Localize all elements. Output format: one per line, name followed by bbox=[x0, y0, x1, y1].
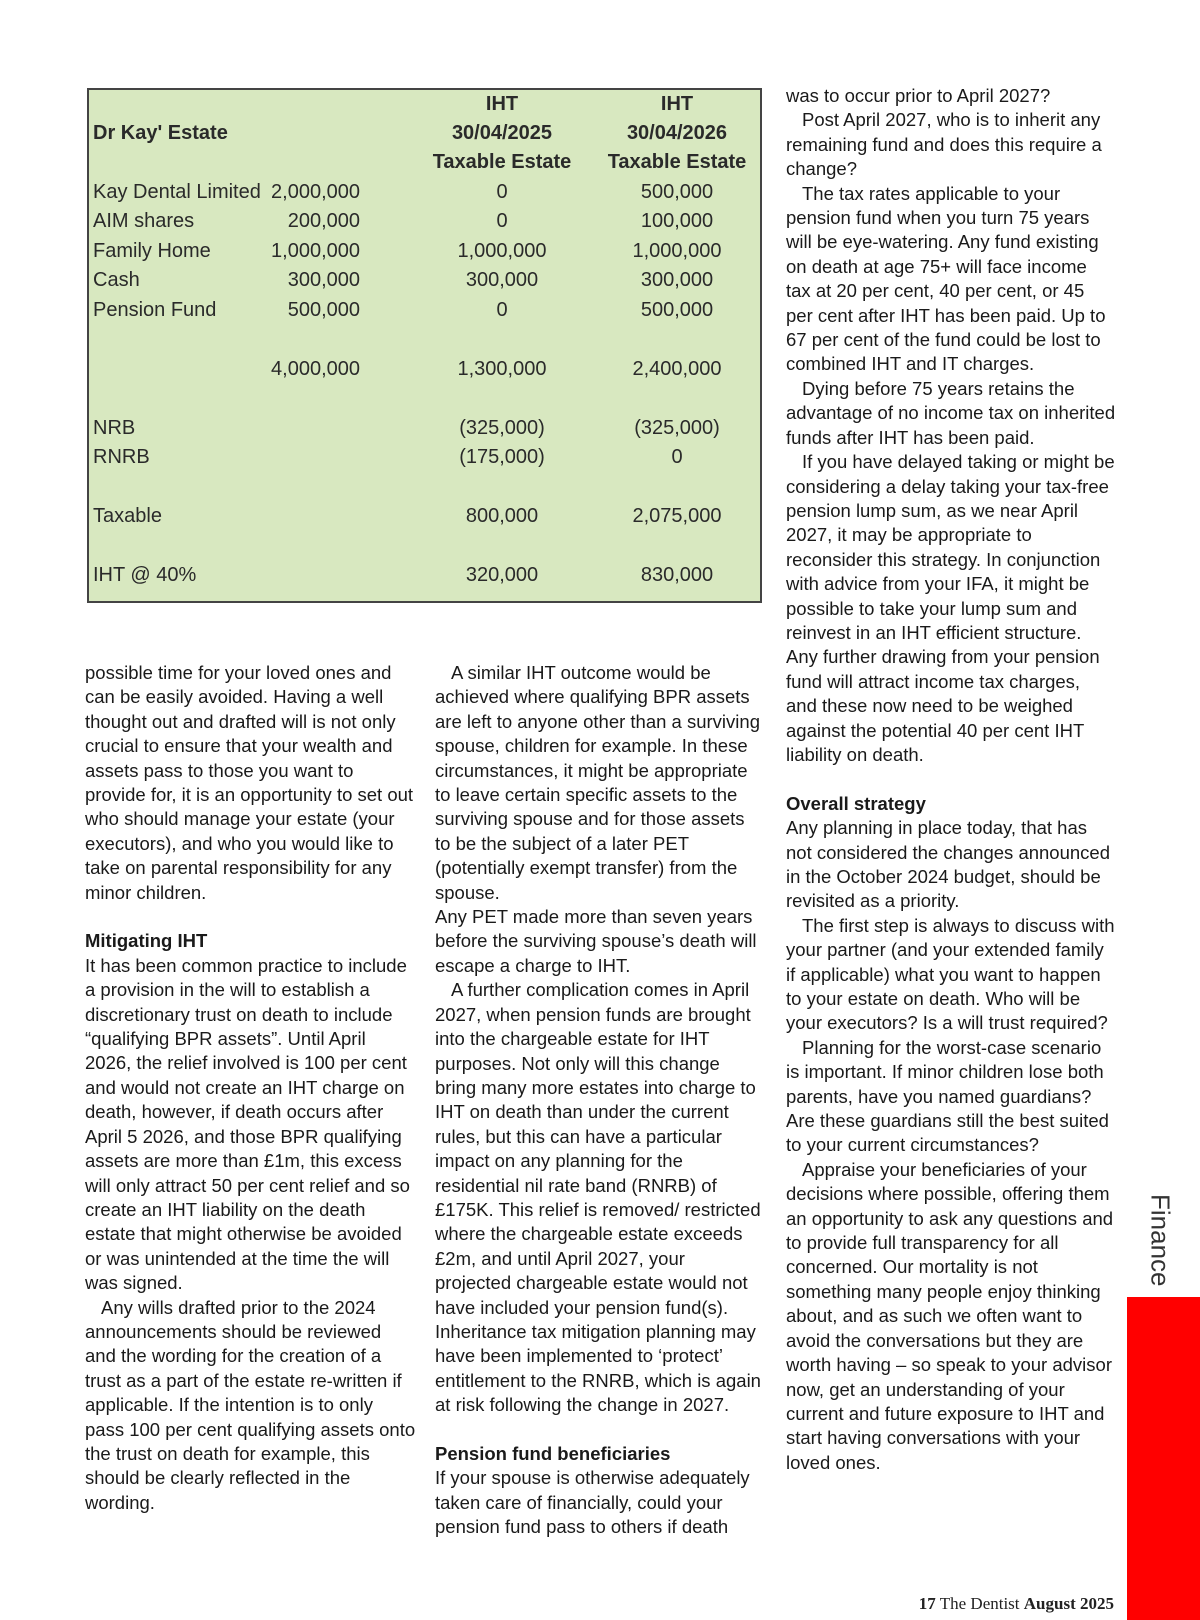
row-value: 2,000,000 bbox=[271, 181, 360, 203]
paragraph: A further complication comes in April 2027, when pension funds are brought into the chargeable estate for IHT purposes. Not only will this change bring many more estates into charge to IHT on death than under the current rules, but this can have a particular impact on any planning for the residential nil rate band (RNRB) of £175K. This relief is removed/ restricted where the chargeable estate exceeds £2m, and until April 2027, your projected chargeable estate would not have included your pension fund(s). Inheritance tax mitigation planning may have been implemented to ‘protect’ entitlement to the RNRB, which is again at risk following the change in 2027. bbox=[435, 979, 761, 1416]
row-label: Kay Dental Limited bbox=[93, 181, 261, 203]
row-label: Pension Fund bbox=[93, 299, 217, 321]
paragraph: Any planning in place today, that has not considered the changes announced in the October 2024 budget, should be revisited as a priority. bbox=[786, 817, 1111, 912]
row-iht-2025: 300,000 bbox=[465, 269, 539, 291]
paragraph: Appraise your beneficiaries of your decisions where possible, offering them an opportunity to ask any questions and to provide full transparency for all concerned. Our mortality is not something many people enjoy thinking about, and as such we often want to avoid the conversations but they are worth having – so speak to your advisor now, get an understanding of your current and future exposure to IHT and start having conversations with your loved ones. bbox=[786, 1158, 1114, 1473]
row-label: Family Home bbox=[93, 240, 211, 262]
nrb-label: NRB bbox=[93, 417, 136, 439]
estate-table bbox=[87, 88, 762, 603]
row-value: 300,000 bbox=[287, 269, 360, 291]
col-2025-header-line2: 30/04/2025 bbox=[451, 122, 553, 144]
paragraph: was to occur prior to April 2027? bbox=[786, 85, 1051, 106]
row-label: Cash bbox=[93, 269, 140, 291]
taxable-label: Taxable bbox=[93, 505, 162, 527]
row-iht-2026: 1,000,000 bbox=[632, 240, 722, 262]
paragraph: The tax rates applicable to your pension fund when you turn 75 years will be eye-watering. Any fund existing on death at age 75+ will face income tax at 20 per cent, 40 per cent, or 45 per cent after IHT has been paid. Up to 67 per cent of the fund could be lost to combined IHT and IT charges. bbox=[786, 182, 1106, 375]
taxable-iht-2026: 2,075,000 bbox=[632, 505, 722, 527]
row-iht-2026: 100,000 bbox=[640, 210, 714, 232]
heading-pension-fund-beneficiaries: Pension fund beneficiaries bbox=[435, 1442, 671, 1464]
rnrb-label: RNRB bbox=[93, 446, 150, 468]
rnrb-iht-2025: (175,000) bbox=[459, 446, 545, 468]
article-column-2 bbox=[435, 661, 765, 1540]
table-title: Dr Kay' Estate bbox=[93, 122, 228, 144]
paragraph: Any PET made more than seven years before the surviving spouse’s death will escape a charge to IHT. bbox=[435, 906, 757, 976]
paragraph: Planning for the worst-case scenario is important. If minor children lose both parents, have you named guardians? Are these guardians still the best suited to your current circumstances? bbox=[786, 1036, 1109, 1156]
col-2026-header-line3: Taxable Estate bbox=[607, 151, 747, 173]
iht40-label: IHT @ 40% bbox=[93, 564, 197, 586]
section-color-bar bbox=[1127, 1297, 1200, 1620]
row-iht-2025: 0 bbox=[496, 299, 508, 321]
col-2025-header-line1: IHT bbox=[485, 93, 519, 115]
row-value: 1,000,000 bbox=[271, 240, 360, 262]
row-value: 200,000 bbox=[287, 210, 360, 232]
taxable-iht-2025: 800,000 bbox=[465, 505, 539, 527]
paragraph: If your spouse is otherwise adequately taken care of financially, could your pension fund pass to others if death bbox=[435, 1467, 750, 1538]
rnrb-iht-2026: 0 bbox=[671, 446, 683, 468]
row-iht-2026: 500,000 bbox=[640, 299, 714, 321]
col-2026-header-line2: 30/04/2026 bbox=[626, 122, 728, 144]
row-iht-2025: 0 bbox=[496, 210, 508, 232]
paragraph: A similar IHT outcome would be achieved where qualifying BPR assets are left to anyone other than a surviving spouse, children for example. In these circumstances, it might be appropriate to leave certain specific assets to the surviving spouse and for those assets to be the subject of a later PET (potentially exempt transfer) from the spouse. bbox=[435, 662, 760, 903]
row-iht-2026: 500,000 bbox=[640, 181, 714, 203]
paragraph: The first step is always to discuss with your partner (and your extended family if applicable) what you want to happen to your estate on death. Who will be your executors? Is a will trust required? bbox=[786, 914, 1115, 1034]
row-iht-2026: 300,000 bbox=[640, 269, 714, 291]
paragraph: Any wills drafted prior to the 2024 announcements should be reviewed and the wording for the creation of a trust as a part of the estate re-written if applicable. If the intention is to only pass 100 per cent qualifying assets onto the trust on death for example, this should be clearly reflected in the wording. bbox=[85, 1296, 416, 1513]
heading-overall-strategy: Overall strategy bbox=[786, 792, 926, 814]
heading-mitigating-iht: Mitigating IHT bbox=[85, 930, 208, 952]
paragraph: Dying before 75 years retains the advantage of no income tax on inherited funds after IHT has been paid. bbox=[786, 377, 1116, 448]
total-iht-2025: 1,300,000 bbox=[457, 358, 547, 380]
section-label-finance: Finance bbox=[1145, 1193, 1176, 1287]
iht40-iht-2025: 320,000 bbox=[465, 564, 539, 586]
nrb-iht-2025: (325,000) bbox=[459, 417, 545, 439]
row-iht-2025: 1,000,000 bbox=[457, 240, 547, 262]
row-value: 500,000 bbox=[287, 299, 360, 321]
page-footer bbox=[919, 1594, 1114, 1614]
article-column-1 bbox=[85, 661, 417, 1515]
total-iht-2026: 2,400,000 bbox=[632, 358, 722, 380]
row-label: AIM shares bbox=[93, 210, 195, 232]
col-2025-header-line3: Taxable Estate bbox=[432, 151, 572, 173]
total-value: 4,000,000 bbox=[271, 358, 360, 380]
magazine-name: The Dentist bbox=[939, 1594, 1020, 1613]
row-iht-2025: 0 bbox=[496, 181, 508, 203]
article-column-3 bbox=[786, 84, 1116, 1475]
paragraph: It has been common practice to include a provision in the will to establish a discretionary trust on death to include “qualifying BPR assets”. Until April 2026, the relief involved is 100 per cent and would not create an IHT charge on death, however, if death occurs after April 5 2026, and those BPR qualifying assets are more than £1m, this excess will only attract 50 per cent relief and so create an IHT liability on the death estate that might otherwise be avoided or was unintended at the time the will was signed. bbox=[85, 954, 410, 1294]
col-2026-header-line1: IHT bbox=[660, 93, 694, 115]
paragraph: possible time for your loved ones and can be easily avoided. Having a well thought out and drafted will is not only crucial to ensure that your wealth and assets pass to those you want to provide for, it is an opportunity to set out who should manage your estate (your executors), and who you would like to take on parental responsibility for any minor children. bbox=[85, 662, 414, 903]
issue-date: August 2025 bbox=[1023, 1594, 1114, 1613]
nrb-iht-2026: (325,000) bbox=[634, 417, 720, 439]
iht40-iht-2026: 830,000 bbox=[640, 564, 714, 586]
page-number: 17 bbox=[918, 1594, 936, 1613]
paragraph: If you have delayed taking or might be considering a delay taking your tax-free pension lump sum, as we near April 2027, it may be appropriate to reconsider this strategy. In conjunction with advice from your IFA, it might be possible to take your lump sum and reinvest in an IHT efficient structure. Any further drawing from your pension fund will attract income tax charges, and these now need to be weighed against the potential 40 per cent IHT liability on death. bbox=[786, 451, 1115, 765]
paragraph: Post April 2027, who is to inherit any remaining fund and does this require a change? bbox=[786, 109, 1102, 180]
